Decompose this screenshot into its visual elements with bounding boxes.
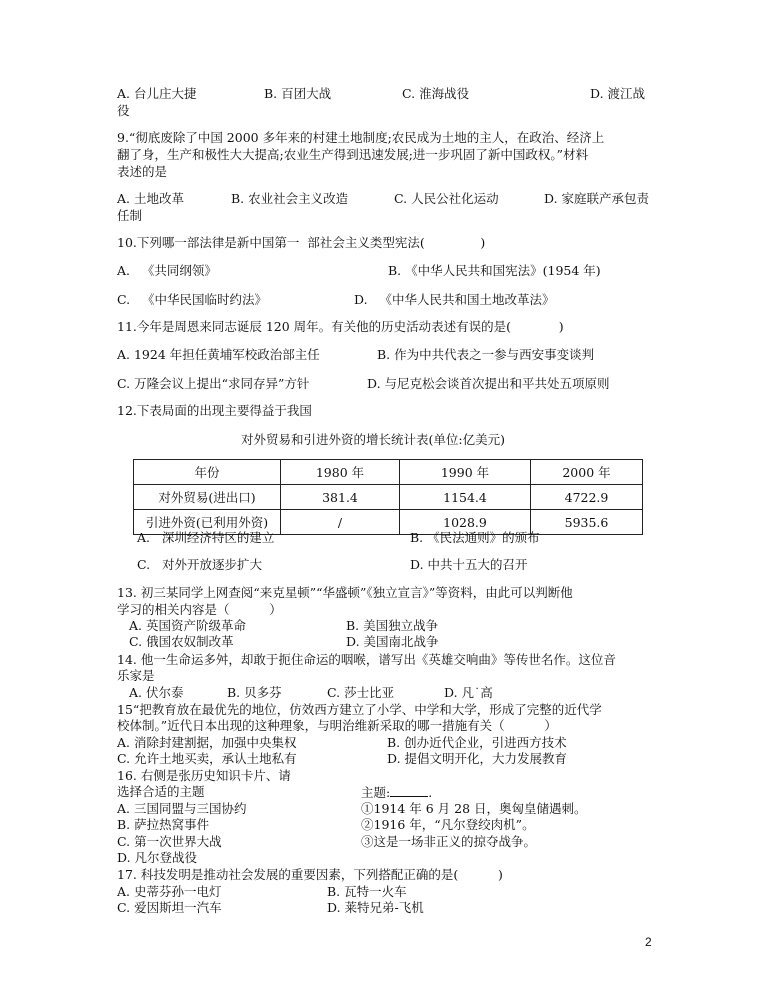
q14-stem-line1: 14. 他一生命运多舛，却敢于扼住命运的咽喉，谱写出《英雄交响曲》等传世名作。这位音 — [117, 652, 616, 667]
q11-option-c: C. 万隆会议上提出“求同存异”方针 — [117, 376, 310, 391]
q9-stem-line2: 翻了身，生产和极性大大提高;农业生产得到迅速发展;进一步巩固了新中国政权。”材料 — [117, 147, 589, 162]
q13-stem-line1: 13. 初三某同学上网查阅“来克星顿”“华盛顿”《独立宣言》”等资料，由此可以判断他 — [117, 585, 573, 600]
q16-topic — [361, 784, 432, 801]
table-row — [134, 485, 643, 510]
q12-stem: 12.下表局面的出现主要得益于我国 — [117, 403, 312, 418]
q9-option-b: B. 农业社会主义改造 — [231, 191, 349, 206]
q16-stem-line2: 选择合适的主题 — [117, 784, 205, 799]
q15-option-d: D. 提倡文明开化，大力发展教育 — [387, 751, 568, 766]
q9-option-d: D. 家庭联产承包责 — [544, 191, 650, 206]
table-header-cell: 2000 年 — [531, 460, 643, 485]
table-cell: 381.4 — [281, 485, 400, 510]
q13-option-a: A. 英国资产阶级革命 — [129, 618, 246, 633]
q17-option-a: A. 史蒂芬孙一电灯 — [117, 884, 222, 899]
q14-option-a: A. 伏尔泰 — [129, 685, 184, 700]
q14-option-b: B. 贝多芬 — [227, 685, 282, 700]
q11-option-a: A. 1924 年担任黄埔军校政治部主任 — [117, 347, 320, 362]
q16-option-a: A. 三国同盟与三国协约 — [117, 801, 247, 816]
table-header-cell: 年份 — [134, 460, 281, 485]
q15-option-b: B. 创办近代企业，引进西方技术 — [387, 735, 567, 750]
q8-option-b: B. 百团大战 — [264, 86, 332, 101]
q17-option-b: B. 瓦特一火车 — [327, 884, 407, 899]
q16-option-c: C. 第一次世界大战 — [117, 834, 222, 849]
q16-option-d: D. 凡尔登战役 — [117, 850, 198, 865]
table-cell: 5935.6 — [531, 510, 643, 535]
q9-stem-line1: 9.“彻底废除了中国 2000 多年来的村建土地制度;农民成为土地的主人，在政治、经济上 — [117, 130, 605, 145]
table-cell: 4722.9 — [531, 485, 643, 510]
table-title: 对外贸易和引进外资的增长统计表(单位:亿美元) — [241, 432, 505, 447]
q16-topic-end: . — [428, 785, 433, 800]
q16-stem-line1: 16. 右侧是张历史知识卡片、请 — [117, 768, 291, 783]
q14-option-c: C. 莎士比亚 — [327, 685, 395, 700]
table-cell: 对外贸易(进出口) — [134, 485, 281, 510]
table-header-cell: 1990 年 — [400, 460, 531, 485]
q17-stem: 17. 科技发明是推动社会发展的重要因素，下列搭配正确的是( ) — [117, 867, 503, 882]
answer-blank — [390, 784, 428, 797]
q11-option-b: B. 作为中共代表之一参与西安事变谈判 — [377, 347, 595, 362]
q8-option-d-cont: 役 — [117, 103, 130, 118]
q14-stem-line2: 乐家是 — [117, 668, 155, 683]
q13-option-c: C. 俄国农奴制改革 — [129, 634, 234, 649]
table-header-row — [134, 460, 643, 485]
q16-topic-label: 主题: — [361, 785, 391, 800]
q10-stem: 10.下列哪一部法律是新中国第一 部社会主义类型宪法( ) — [117, 235, 486, 250]
q17-option-d: D. 莱特兄弟-飞机 — [327, 900, 424, 915]
q13-option-b: B. 美国独立战争 — [346, 618, 439, 633]
q16-card-line2: ②1916 年，“凡尔登绞肉机”。 — [361, 817, 535, 832]
page-number: 2 — [645, 935, 652, 949]
q10-option-b: B. 《中华人民共和国宪法》(1954 年) — [388, 263, 601, 278]
q10-option-d: D. 《中华人民共和国土地改革法》 — [354, 292, 555, 307]
q12-option-b: B. 《民法通则》的颁布 — [410, 530, 540, 545]
q12-option-c: C. 对外开放逐步扩大 — [137, 557, 263, 572]
table-cell: / — [281, 510, 400, 535]
q16-card-line3: ③这是一场非正义的掠夺战争。 — [361, 834, 537, 849]
q9-option-c: C. 人民公社化运动 — [394, 191, 499, 206]
q8-option-a: A. 台儿庄大捷 — [117, 86, 197, 101]
q12-option-d: D. 中共十五大的召开 — [410, 557, 528, 572]
table-cell: 引进外资(已利用外资) — [134, 510, 281, 535]
q8-option-c: C. 淮海战役 — [402, 86, 470, 101]
q15-stem-line1: 15“把教育放在最优先的地位，仿效西方建立了小学、中学和大学，形成了完整的近代学 — [117, 702, 602, 717]
q11-option-d: D. 与尼克松会谈首次提出和平共处五项原则 — [367, 376, 610, 391]
q11-stem: 11.今年是周恩来同志诞辰 120 周年。有关他的历史活动表述有误的是( ) — [117, 319, 564, 334]
q9-option-d-cont: 任制 — [117, 208, 143, 223]
q9-stem-line3: 表述的是 — [117, 164, 168, 179]
table-cell: 1154.4 — [400, 485, 531, 510]
q9-option-a: A. 土地改革 — [117, 191, 184, 206]
q10-option-a: A. 《共同纲领》 — [117, 263, 217, 278]
q12-option-a: A. 深圳经济特区的建立 — [137, 530, 275, 545]
q15-option-a: A. 消除封建割据，加强中央集权 — [117, 735, 297, 750]
table-cell: 1028.9 — [400, 510, 531, 535]
table-header-cell: 1980 年 — [281, 460, 400, 485]
statistics-table — [133, 459, 643, 535]
q13-stem-line2: 学习的相关内容是（ ） — [117, 602, 282, 617]
q17-option-c: C. 爱因斯坦一汽车 — [117, 900, 222, 915]
q13-option-d: D. 美国南北战争 — [346, 634, 439, 649]
q16-option-b: B. 萨拉热窝事件 — [117, 817, 210, 832]
q15-option-c: C. 允许土地买卖，承认土地私有 — [117, 751, 297, 766]
q14-option-d: D. 凡˙高 — [444, 685, 493, 700]
q10-option-c: C. 《中华民国临时约法》 — [117, 292, 268, 307]
q8-option-d: D. 渡江战 — [590, 86, 646, 101]
q15-stem-line2: 校体制。”近代日本出现的这种理象，与明治维新采取的哪一措施有关（ ） — [117, 718, 557, 733]
q16-card-line1: ①1914 年 6 月 28 日，奥匈皇储遇刺。 — [361, 801, 587, 816]
